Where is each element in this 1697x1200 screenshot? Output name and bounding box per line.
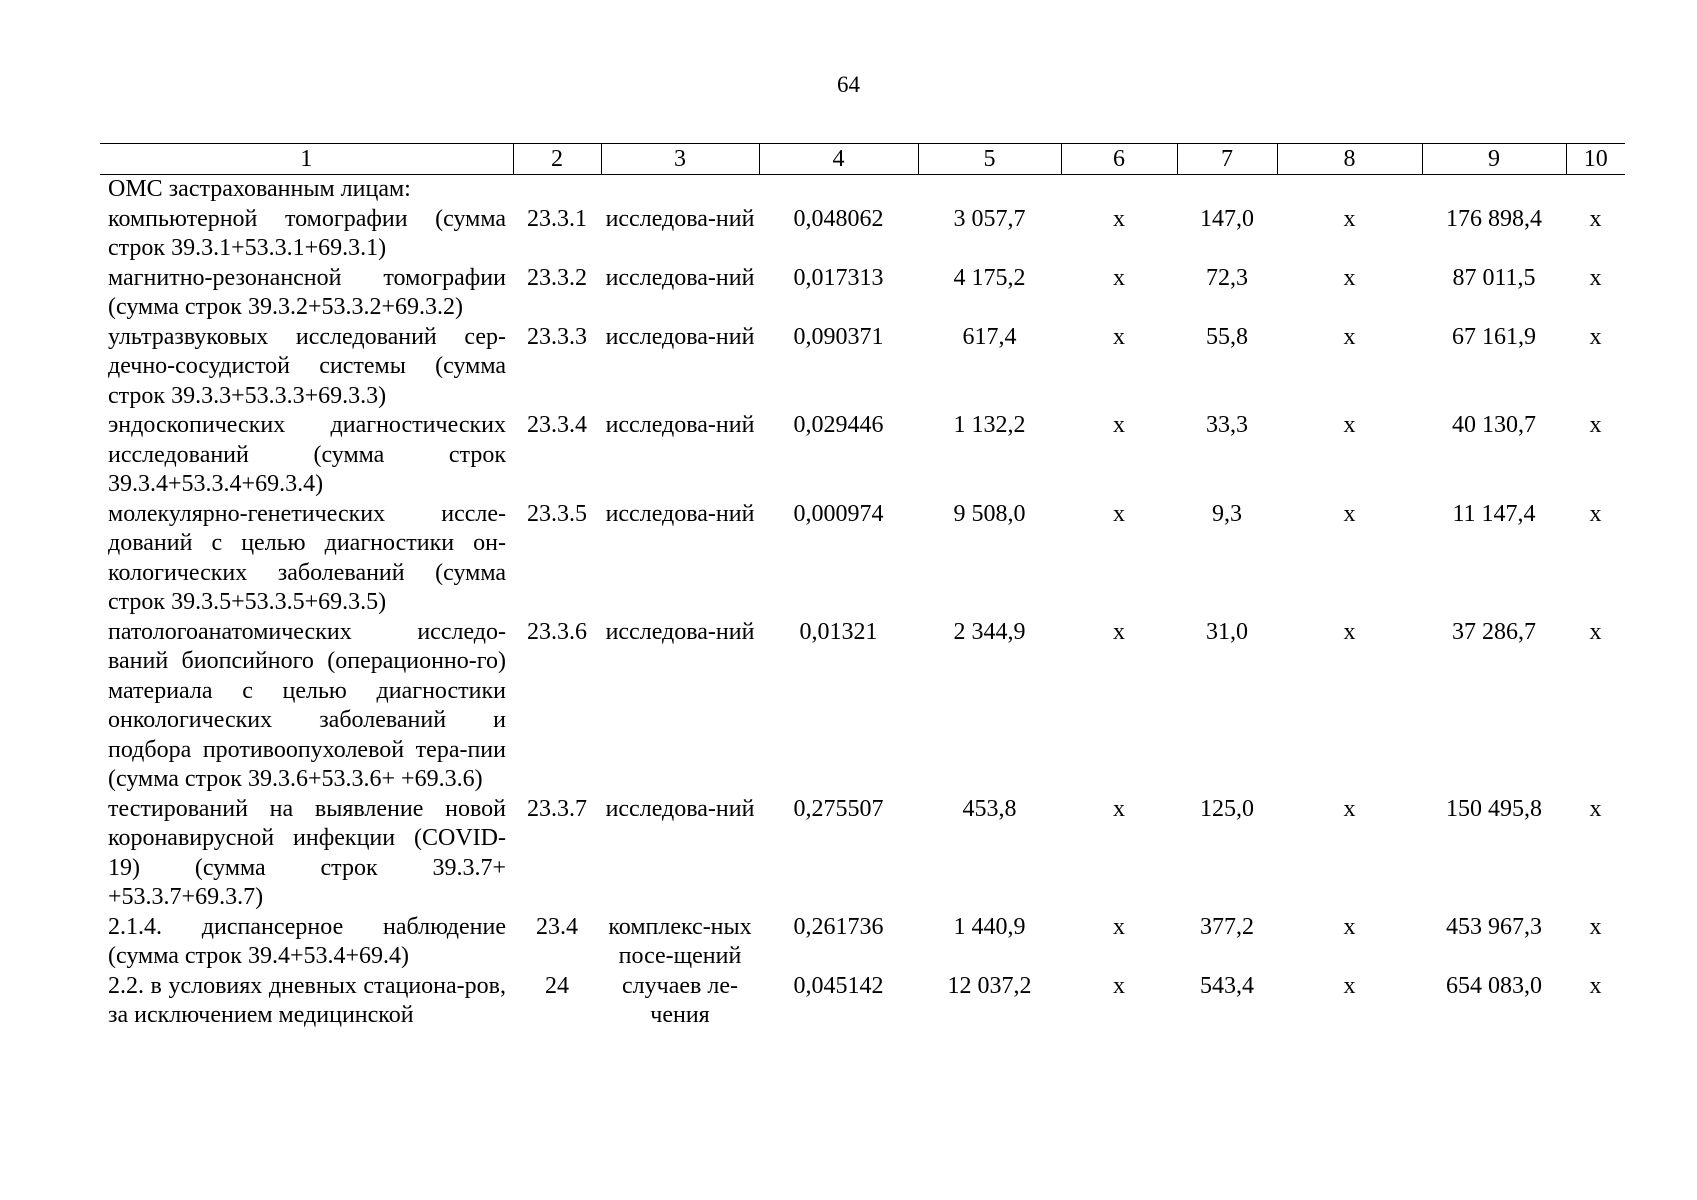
row-unit: исследова-ний <box>605 323 755 350</box>
row-unit: исследова-ний <box>605 500 755 527</box>
row-col9: 87 011,5 <box>1452 264 1536 291</box>
column-header: 10 <box>1566 144 1625 175</box>
column-header: 3 <box>601 144 759 175</box>
row-line-number: 23.3.1 <box>527 205 587 232</box>
row-col7: 543,4 <box>1200 972 1254 999</box>
row-unit: случаев ле-чения <box>622 972 738 1028</box>
row-line-number: 23.3.7 <box>527 795 587 822</box>
row-norm: 0,275507 <box>793 795 884 822</box>
column-header: 7 <box>1177 144 1277 175</box>
row-col9: 40 130,7 <box>1452 412 1536 438</box>
row-col8: х <box>1343 412 1356 438</box>
row-unit: исследова-ний <box>605 205 755 232</box>
row-col10: х <box>1589 913 1602 940</box>
row-col9: 11 147,4 <box>1452 500 1536 527</box>
column-header: 8 <box>1277 144 1422 175</box>
row-norm: 0,029446 <box>793 412 884 438</box>
row-col8: х <box>1343 323 1356 350</box>
row-col7: 33,3 <box>1206 412 1248 438</box>
row-col10: х <box>1589 412 1602 438</box>
row-col9: 654 083,0 <box>1446 972 1542 999</box>
row-col7: 72,3 <box>1206 264 1248 291</box>
row-norm: 0,090371 <box>793 323 884 350</box>
row-col7: 147,0 <box>1200 205 1254 232</box>
row-col7: 125,0 <box>1200 795 1254 822</box>
indicators-table <box>100 143 1625 1031</box>
row-line-number: 23.3.2 <box>527 264 587 291</box>
row-unit: исследова-ний <box>605 264 755 291</box>
row-norm: 0,261736 <box>793 913 884 940</box>
row-col8: х <box>1343 618 1356 645</box>
table-row <box>100 500 1625 618</box>
table-row <box>100 175 1625 264</box>
row-cost: 3 057,7 <box>953 205 1026 232</box>
row-line-number: 23.3.5 <box>527 500 587 527</box>
row-name: эндоскопических диагностических исследований (сумма строк 39.3.4+53.3.4+69.3.4) <box>108 412 506 497</box>
row-col6: х <box>1113 323 1125 350</box>
row-line-number: 23.4 <box>536 913 578 940</box>
table-row <box>100 618 1625 795</box>
row-col10: х <box>1589 205 1602 232</box>
row-col6: х <box>1113 500 1125 527</box>
table-row <box>100 411 1625 500</box>
row-norm: 0,045142 <box>793 972 884 999</box>
row-name: магнитно-резонансной томографии (сумма строк 39.3.2+53.3.2+69.3.2) <box>108 264 506 320</box>
row-col8: х <box>1343 205 1356 232</box>
row-col9: 37 286,7 <box>1452 618 1536 645</box>
row-col10: х <box>1589 618 1602 645</box>
row-cost: 617,4 <box>962 323 1017 350</box>
table-row <box>100 323 1625 412</box>
row-norm: 0,017313 <box>793 264 884 291</box>
row-unit: комплекс-ных посе-щений <box>608 913 752 969</box>
row-col10: х <box>1589 264 1602 291</box>
row-cost: 12 037,2 <box>947 972 1032 999</box>
row-col10: х <box>1589 972 1602 999</box>
row-name: 2.1.4. диспансерное наблюдение (сумма строк 39.4+53.4+69.4) <box>108 913 506 969</box>
row-col10: х <box>1589 323 1602 350</box>
row-col9: 453 967,3 <box>1446 913 1542 940</box>
row-col6: х <box>1113 205 1125 232</box>
row-col6: х <box>1113 913 1125 940</box>
column-header: 2 <box>513 144 601 175</box>
row-cost: 1 440,9 <box>953 913 1026 940</box>
column-header: 6 <box>1061 144 1177 175</box>
row-col9: 176 898,4 <box>1446 205 1542 232</box>
row-col7: 9,3 <box>1212 500 1242 527</box>
row-cost: 2 344,9 <box>953 618 1026 645</box>
row-col6: х <box>1113 264 1125 291</box>
row-col6: х <box>1113 972 1125 999</box>
row-col8: х <box>1343 795 1356 822</box>
row-name: ультразвуковых исследований сер-дечно-сосудистой системы (сумма строк 39.3.3+53.3.3+69.3.3) <box>108 323 506 409</box>
row-col7: 377,2 <box>1200 913 1254 940</box>
row-line-number: 24 <box>545 972 569 999</box>
row-norm: 0,000974 <box>793 500 884 527</box>
row-col7: 31,0 <box>1206 618 1248 645</box>
row-col8: х <box>1343 264 1356 291</box>
row-col10: х <box>1589 795 1602 822</box>
row-col8: х <box>1343 972 1356 999</box>
row-col6: х <box>1113 795 1125 822</box>
column-number-header-row <box>100 144 1625 175</box>
row-norm: 0,01321 <box>799 618 878 645</box>
row-col6: х <box>1113 618 1125 645</box>
row-col8: х <box>1343 913 1356 940</box>
table-row <box>100 264 1625 323</box>
column-header: 4 <box>759 144 918 175</box>
intro-text: ОМС застрахованным лицам: <box>108 176 411 202</box>
row-col7: 55,8 <box>1206 323 1248 350</box>
row-col9: 67 161,9 <box>1452 323 1536 350</box>
row-unit: исследова-ний <box>605 412 755 438</box>
table-row <box>100 795 1625 913</box>
row-name: молекулярно-генетических иссле-дований с целью диагностики он-кологических заболеваний (сумма строк 39.3.5+53.3.5+69.3.5) <box>108 500 506 615</box>
row-cost: 4 175,2 <box>953 264 1026 291</box>
row-col8: х <box>1343 500 1356 527</box>
column-header: 1 <box>100 144 513 175</box>
row-name: тестирований на выявление новой коронавирусной инфекции (COVID-19) (сумма строк 39.3.7+ +53.3.7+69.3.7) <box>108 795 506 910</box>
row-name: 2.2. в условиях дневных стациона-ров, за исключением медицинской <box>108 972 506 1028</box>
row-norm: 0,048062 <box>793 205 884 232</box>
row-unit: исследова-ний <box>605 795 755 822</box>
table-row <box>100 972 1625 1031</box>
row-line-number: 23.3.6 <box>527 618 587 645</box>
row-name: компьютерной томографии (сумма строк 39.3.1+53.3.1+69.3.1) <box>108 205 506 261</box>
page-number: 64 <box>837 72 860 97</box>
table-row <box>100 913 1625 972</box>
row-name-cell <box>100 175 513 264</box>
row-col10: х <box>1589 500 1602 527</box>
row-col9: 150 495,8 <box>1446 795 1542 822</box>
row-cost: 1 132,2 <box>953 412 1026 438</box>
row-line-number: 23.3.3 <box>527 323 587 350</box>
column-header: 9 <box>1422 144 1566 175</box>
column-header: 5 <box>918 144 1061 175</box>
row-cost: 453,8 <box>962 795 1017 822</box>
row-line-number: 23.3.4 <box>527 412 587 438</box>
row-name: патологоанатомических исследо-ваний биопсийного (операционно-го) материала с целью диагностики онкологических заболеваний и подбора противоопухолевой тера-пии (сумма строк 39.3.6+53.3.6+ +69.3.6) <box>108 618 506 792</box>
row-cost: 9 508,0 <box>953 500 1026 527</box>
row-col6: х <box>1113 412 1125 438</box>
row-unit: исследова-ний <box>605 618 755 645</box>
